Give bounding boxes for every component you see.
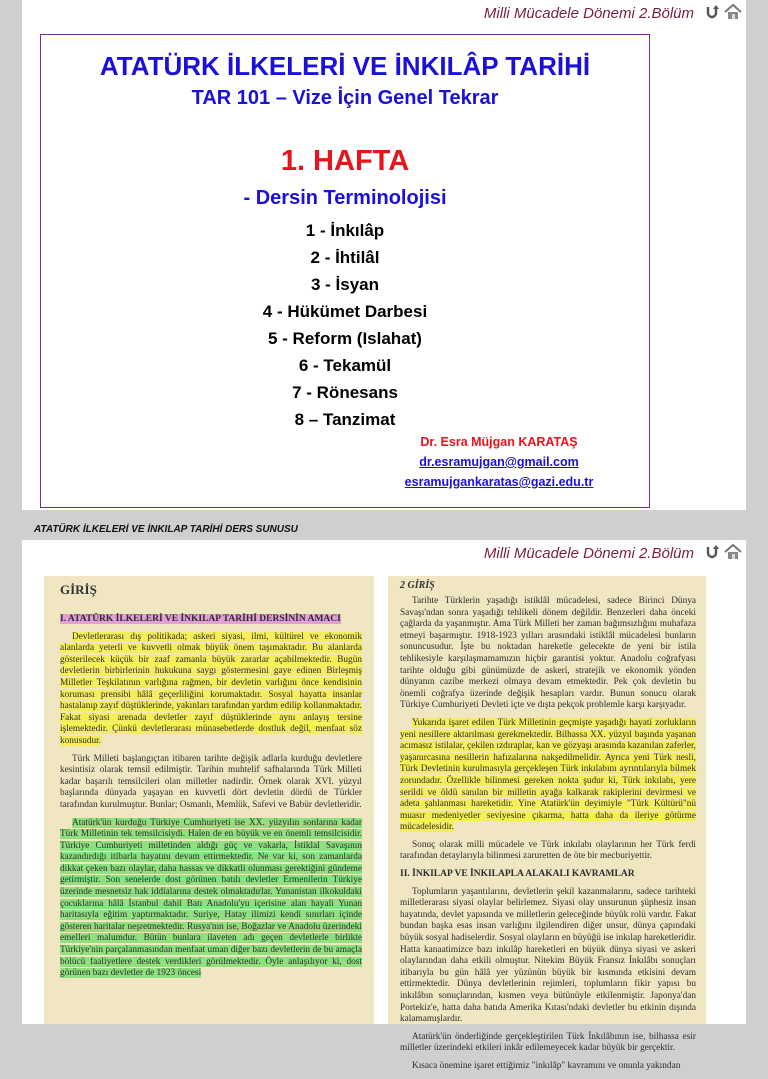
term-item: 8 – Tanzimat [294,410,396,429]
page-text [60,610,362,986]
content-frame [40,34,650,508]
scanned-page-right [388,576,706,1071]
paragraph: Atatürk'ün önderliğinde gerçekleştirilen Türk İnkılâbının ise, bilhassa esir milletler üzerindeki etkileri inkâr edilemeyecek kadar büyük bir gerçektir. [400,1031,696,1054]
paragraph: Türk Milleti başlangıçtan itibaren tarihte değişik adlarla kurduğu devletlere kesintisiz olarak temsil edilmiştir. Tarihin muhtelif safhalarında Türk Milleti kadar başarılı temsilcileri olan milletler nadirdir. Örnek olarak XVI. yüzyıl başlarında dünyada yaşayan en kuvvetli dört devletin dördü de Türkler tarafından kurulmuştur. Bunlar; Osmanlı, Memlük, Safevi ve Babür devletleridir. [60,753,362,810]
header-icons [703,3,742,21]
slide-header: Milli Mücadele Dönemi 2.Bölüm [483,5,694,22]
home-icon[interactable] [724,3,742,21]
paragraph: Yukarıda işaret edilen Türk Milletinin geçmişte yaşadığı hayati zorlukların yeni nesillere aktarılması gerekmektedir. Bilhassa XX. yüzyıl başında yaşanan acımasız istilalar, çekilen ızdıraplar, kan ve gözyaşı arasında kazanılan zaferler, yaşanırcasına nesillerin hafızalarına nakşedilmelidir. Ayrıca yeni Türk nesli, Türk Devletinin kurulmasıyla gerçekleşen Türk inkılabını ayrıntılarıyla bilmek zorundadır. Özellikle bilinmesi gereken nokta şudur ki, Türk inkılabı, yere serildi ve öldü sanılan bir milletin ayağa kalkarak rakiplerini devirmesi ve adeta şahlanması hareketidir. Yine Atatürk'ün deyimiyle "Türk Kültürü"nü muasır medeniyetler seviyesine çıkarma, hatta daha da ileriye götürme mücadelesidir. [400,717,696,833]
slide-2 [22,540,746,1071]
term-item: 6 - Tekamül [298,356,392,375]
header-icons [703,543,742,561]
paragraph: Tarihte Türklerin yaşadığı istiklâl mücadelesi, sadece Birinci Dünya Savaşı'ndan sonra yaşadığı tehlikeli dönem değildir. Benzerleri daha önceki çağlarda da yaşanmıştır. Ama Türk Milleti her zaman bağımsızlığını muhafaza etmeyi başarmıştır. 1918-1923 yılları arasındaki istiklâl mücadelesi bunların sonuncusudur. İşte bu noktadan hareketle gelecekte de yeni bir istila tehlikesiyle karşılaşmamamızın hiçbir garantisi yoktur. Anadolu coğrafyası tarihte olduğu gibi günümüzde de askeri, stratejik ve ekonomik yönden dünyanın cazibe merkezi olmaya devam etmektedir. Pek çok devletin bu önemli coğrafya üzerinde değişik hesapları vardır. Bunun sonucu olarak Türkiye Cumhuriyeti Devleti içte ve dışta pekçok problemle karşı karşıyadır. [400,596,696,711]
week-title: 1. HAFTA [280,145,410,177]
home-icon[interactable] [724,543,742,561]
paragraph: Sonuç olarak milli mücadele ve Türk inkılabı olaylarının her Türk ferdi tarafından detaylarıyla bilinmesi zaruretten de öte bir mecburiyettir. [400,839,696,862]
back-arrow-icon[interactable] [703,3,721,21]
term-item: 2 - İhtilâl [310,248,380,267]
back-arrow-icon[interactable] [703,543,721,561]
section-heading: II. İNKILAP VE İNKILAPLA ALAKALI KAVRAMLAR [400,869,635,880]
page-heading: 2 GİRİŞ [400,580,435,591]
email-link-1[interactable]: dr.esramujgan@gmail.com [419,455,579,469]
term-item: 3 - İsyan [310,275,380,294]
page-heading: GİRİŞ [60,582,97,597]
slide-1 [22,0,746,510]
page-text [400,596,696,1079]
author-block [349,435,649,495]
term-item: 1 - İnkılâp [305,221,385,240]
paragraph: Devletlerarası dış politikada; askeri siyasi, ilmi, kültürel ve ekonomik alanlarda yeterli ve kuvvetli olmak büyük önem taşımaktadır. Bu alanlarda gösterilecek küçük bir zaaf zamanla büyük zararlar açabilmektedir. Bugün devletlerin birbirlerinin hukukuna saygı göstermesini gaye edinen Birleşmiş Milletler Teşkilatının varlığına rağmen, bir devletin varlığını önce kendisinin koruması prensibi hâlâ geçerliliğini korumaktadır. Sosyal hayatta insanlar hastalanıp zayıf düştüklerinde, yakınları tarafından yardım edilip kollanmaktadır. Fakat siyasi arenada devletler zayıf düştüklerinde aynı anlayış tersine işlemektedir. Çünkü devletlerarası münasebetlerde dostluk değil, menfaat söz konusudur. [60,631,362,746]
term-item: 7 - Rönesans [292,383,398,402]
author-name: Dr. Esra Müjgan KARATAŞ [420,435,578,449]
email-link-2[interactable]: esramujgankaratas@gazi.edu.tr [404,475,594,489]
section-heading: I. ATATÜRK İLKELERİ VE İNKILAP TARİHİ DERSİNİN AMACI [60,614,341,624]
course-subtitle: TAR 101 – Vize İçin Genel Tekrar [191,87,499,109]
scanned-page-left [44,576,374,1024]
terms-list [41,217,649,433]
presentation-footer: ATATÜRK İLKELERİ VE İNKILAP TARİHİ DERS SUNUSU [34,524,298,535]
slide-header: Milli Mücadele Dönemi 2.Bölüm [483,545,694,562]
term-item: 5 - Reform (Islahat) [268,329,422,348]
paragraph: Atatürk'ün kurduğu Türkiye Cumhuriyeti ise XX. yüzyılın sonlarına kadar Türk Milletinin tek temsilcisiydi. Halen de en büyük ve en önemli temsilcisidir. Türkiye Cumhuriyeti milletinden aldığı güç ve vakarla, İstiklal Savaşının kazandırdığı itibarla hayatını devam ettirmektedir. Ne var ki, son zamanlarda dikkat çeken bazı olaylar, daha hassas ve dikkatli olunması gerektiğini gündeme getirmiştir. Son senelerde dost görünen batılı devletler Ermenilerin Türkiye üzerinde mesnetsiz hak iddialarına destek olmaktadırlar. Yunanistan ilkokuldaki çocuklarına hâlâ İstanbul dahil Batı Anadolu'yu içerisine alan hayali Yunan haritasıyla eğitim yaptırmaktadır. Suriye, Hatay ilimizi kendi sınırları içinde gösteren haritalar neşretmektedir. Rusya'nın ise, Boğazlar ve Anadolu üzerindeki emelleri malumdur. Bütün bunlara ilaveten adı geçen devletlerle birlikte Türkiye'nin parçalanmasından menfaat uman diğer bazı devletlerin de bu amaçla bölücü faaliyetlere destek verdikleri görülmektedir. Öyle anlaşılıyor ki, dost görünen bazı devletler de 1923 öncesi [60,817,362,979]
section-title: - Dersin Terminolojisi [243,187,447,209]
course-title: ATATÜRK İLKELERİ VE İNKILÂP TARİHİ [99,51,591,81]
term-item: 4 - Hükümet Darbesi [262,302,428,321]
paragraph: Toplumların yaşantılarını, devletlerin şekil kazanmalarını, sadece tarihteki milletlerarası siyasi olaylar belirlemez. Siyasi olay unsurunun şüphesiz insan hayatında, devlet yapısında ve milletlerin geleceğinde büyük rolü vardır. Fakat bundan başka esas insan varlığını ilgilendiren diğer unsur, dünya çapındaki büyük sosyal hadiselerdir. Sosyal olayların en büyüğü ise inkılap hareketleridir. Hatta kanaatimizce bazı inkılâp hareketleri en büyük dünya siyasi ve askeri olaylarından daha etkili olmuştur. Nitekim Büyük Fransız İnkılâbı sonuçları itibarıyla bu gün hâlâ yer yüzünün büyük bir kısmında etkisini devam ettirmektedir. Dünya devletlerinin rejimleri, toplumların fikir yapısı bu inkılâbın sonuçlarından, kısmen veya bütünüyle etkilenmiştir. Japonya'dan Portekiz'e, hatta daha batıda Amerika Kıtası'ndaki devletler bu etkinin dışında kalamamışlardır. [400,886,696,1025]
paragraph: Kısaca önemine işaret ettiğimiz "inkılâp" kavramını ve onunla yakından [412,1060,681,1071]
